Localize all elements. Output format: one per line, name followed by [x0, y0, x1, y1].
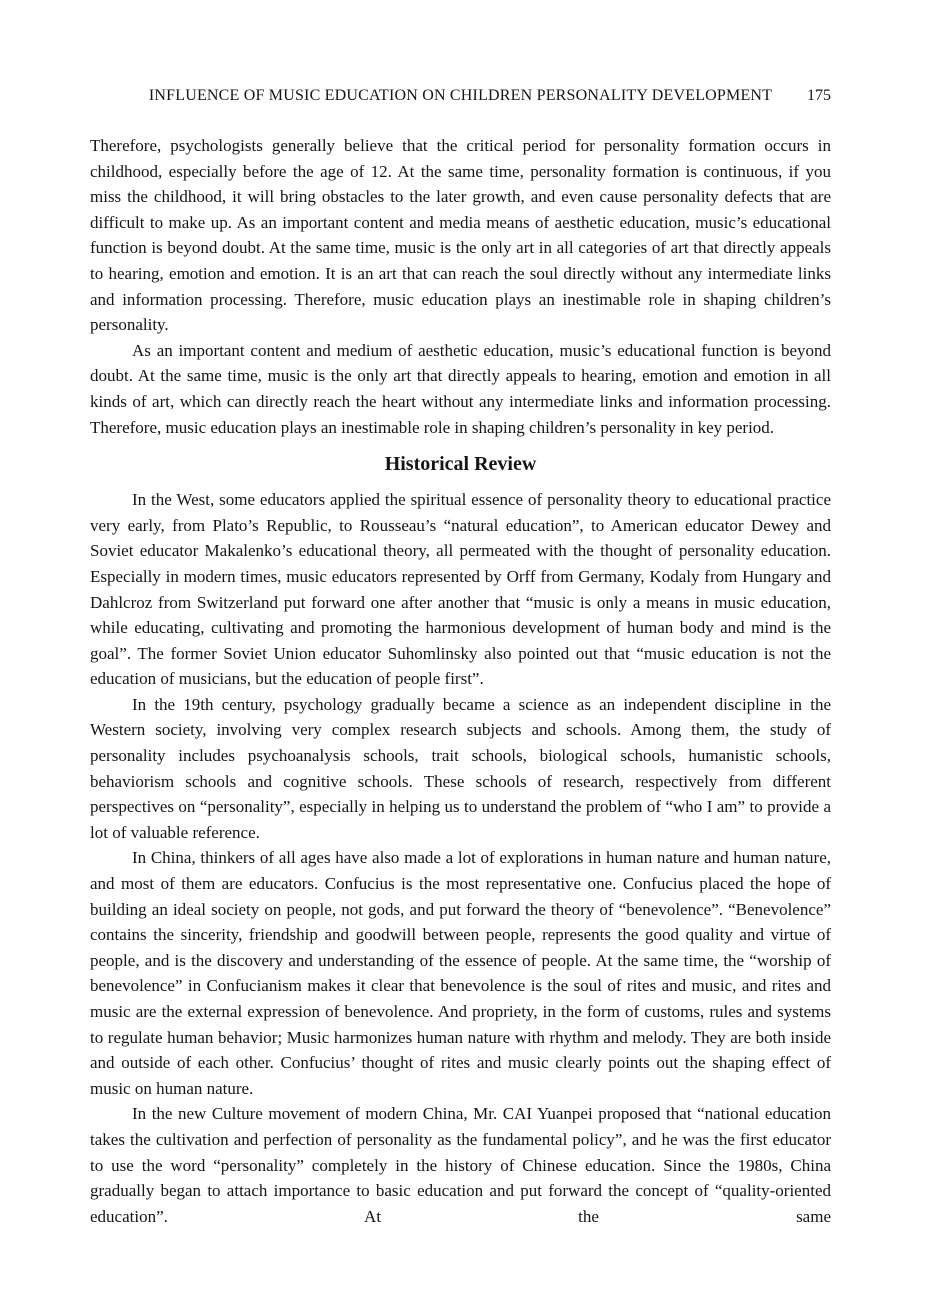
paragraph-new-culture-movement: In the new Culture movement of modern China, Mr. CAI Yuanpei proposed that “national education takes the cultivation and perfection of personality as the fundamental policy”, and he was the first educator to use the word “personality” completely in the history of Chinese education. Since the 1980s, China gradually began to attach importance to basic education and put forward the concept of “quality-oriented education”. At the same [90, 1104, 831, 1226]
page-header [90, 86, 831, 106]
page-body [90, 133, 831, 1229]
paragraph-aesthetic-education: As an important content and medium of aesthetic education, music’s educational function is beyond doubt. At the same time, music is the only art that directly appeals to hearing, emotion and emotion in all kinds of art, which can directly reach the heart without any intermediate links and information processing. Therefore, music education plays an inestimable role in shaping children’s personality in key period. [90, 340, 831, 437]
paragraph-19th-century-psychology: In the 19th century, psychology gradually became a science as an independent discipline in the Western society, involving very complex research subjects and schools. Among them, the study of personality includes psychoanalysis schools, trait schools, biological schools, humanistic schools, behaviorism schools and cognitive schools. These schools of research, respectively from different perspectives on “personality”, especially in helping us to understand the problem of “who I am” to provide a lot of valuable reference. [90, 694, 831, 842]
section-heading-historical-review: Historical Review [384, 453, 537, 476]
paragraph-western-educators: In the West, some educators applied the spiritual essence of personality theory to educational practice very early, from Plato’s Republic, to Rousseau’s “natural education”, to American educator Dewey and Soviet educator Makalenko’s educational theory, all permeated with the thought of personality education. Especially in modern times, music educators represented by Orff from Germany, Kodaly from Hungary and Dahlcroz from Switzerland put forward one after another that “music is only a means in music education, while educating, cultivating and promoting the harmonious development of human body and mind is the goal”. The former Soviet Union educator Suhomlinsky also pointed out that “music education is not the education of musicians, but the education of people first”. [90, 490, 831, 689]
page-number: 175 [807, 87, 831, 104]
running-title: INFLUENCE OF MUSIC EDUCATION ON CHILDREN PERSONALITY DEVELOPMENT [148, 87, 773, 104]
paragraph-critical-period: Therefore, psychologists generally believe that the critical period for personality formation occurs in childhood, especially before the age of 12. At the same time, personality formation is continuous, if you miss the childhood, it will bring obstacles to the later growth, and even cause personality defects that are difficult to make up. As an important content and media means of aesthetic education, music’s educational function is beyond doubt. At the same time, music is the only art in all categories of art that directly appeals to hearing, emotion and emotion. It is an art that can reach the soul directly without any intermediate links and information processing. Therefore, music education plays an inestimable role in shaping children’s personality. [90, 136, 831, 335]
paragraph-china-confucius: In China, thinkers of all ages have also made a lot of explorations in human nature and human nature, and most of them are educators. Confucius is the most representative one. Confucius placed the hope of building an ideal society on people, not gods, and put forward the theory of “benevolence”. “Benevolence” contains the sincerity, friendship and goodwill between people, represents the good quality and virtue of people, and is the discovery and understanding of the essence of people. At the same time, the “worship of benevolence” in Confucianism makes it clear that benevolence is the soul of rites and music, and rites and music are the external expression of benevolence. And propriety, in the form of customs, rules and systems to regulate human behavior; Music harmonizes human nature with rhythm and melody. They are both inside and outside of each other. Confucius’ thought of rites and music clearly points out the shaping effect of music on human nature. [90, 848, 831, 1098]
